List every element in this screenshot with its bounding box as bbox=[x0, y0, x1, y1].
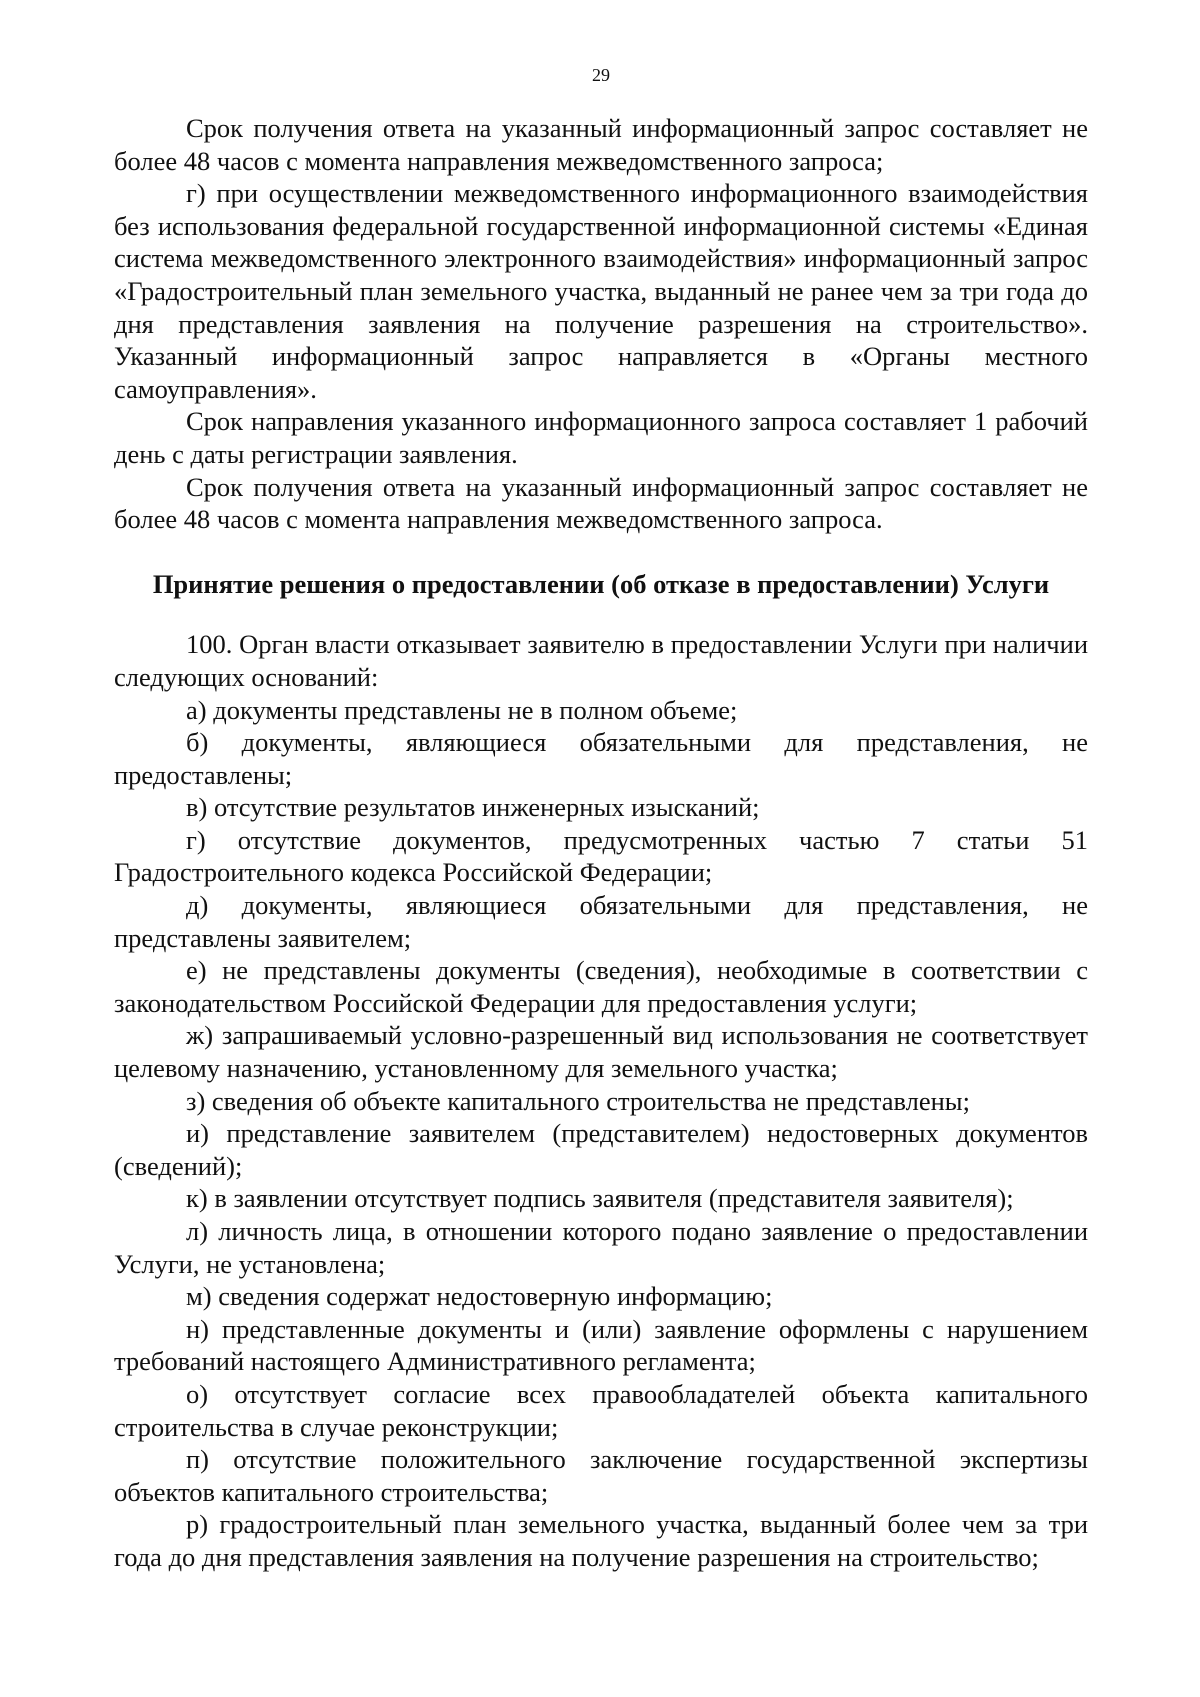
paragraph: Срок направления указанного информационного запроса составляет 1 рабочий день с даты регистрации заявления. bbox=[114, 406, 1088, 469]
list-item: е) не представлены документы (сведения), необходимые в соответствии с законодательством Российской Федерации для предоставления услуги; bbox=[114, 955, 1088, 1018]
list-item: к) в заявлении отсутствует подпись заявителя (представителя заявителя); bbox=[186, 1183, 1014, 1214]
list-item: в) отсутствие результатов инженерных изысканий; bbox=[186, 792, 760, 823]
page-number: 29 bbox=[592, 65, 610, 85]
list-item: м) сведения содержат недостоверную информацию; bbox=[186, 1281, 773, 1312]
list-item: о) отсутствует согласие всех правообладателей объекта капитального строительства в случае реконструкции; bbox=[114, 1378, 1088, 1442]
paragraph: 100. Орган власти отказывает заявителю в предоставлении Услуги при наличии следующих оснований: bbox=[114, 629, 1088, 692]
list-item: ж) запрашиваемый условно-разрешенный вид использования не соответствует целевому назначению, установленному для земельного участка; bbox=[114, 1020, 1088, 1084]
paragraph: Срок получения ответа на указанный информационный запрос составляет не более 48 часов с момента направления межведомственного запроса; bbox=[114, 113, 1088, 176]
list-item: г) отсутствие документов, предусмотренных частью 7 статьи 51 Градостроительного кодекса Российской Федерации; bbox=[114, 824, 1088, 888]
list-item: н) представленные документы и (или) заявление оформлены с нарушением требований настоящего Административного регламента; bbox=[114, 1313, 1088, 1377]
list-item: и) представление заявителем (представителем) недостоверных документов (сведений); bbox=[114, 1118, 1088, 1181]
list-item: л) личность лица, в отношении которого подано заявление о предоставлении Услуги, не установлена; bbox=[114, 1216, 1088, 1279]
paragraph: Срок получения ответа на указанный информационный запрос составляет не более 48 часов с момента направления межведомственного запроса. bbox=[114, 471, 1088, 535]
top-text-block bbox=[114, 112, 1088, 536]
section-heading: Принятие решения о предоставлении (об отказе в предоставлении) Услуги bbox=[152, 568, 1050, 599]
list-item: а) документы представлены не в полном объеме; bbox=[186, 694, 738, 725]
paragraph: г) при осуществлении межведомственного информационного взаимодействия без использования федеральной государственной информационной системы «Единая система межведомственного электронного взаимодействия» информационный запрос «Градостроительный план земельного участка, выданный не ранее чем за три года до дня представления заявления на получение разрешения на строительство». Указанный информационный запрос направляется в «Органы местного самоуправления». bbox=[114, 178, 1088, 404]
list-item: б) документы, являющиеся обязательными для представления, не предоставлены; bbox=[114, 727, 1088, 790]
list-item: з) сведения об объекте капитального строительства не представлены; bbox=[186, 1085, 970, 1116]
list-item: п) отсутствие положительного заключение государственной экспертизы объектов капитального строительства; bbox=[114, 1444, 1088, 1507]
grounds-list bbox=[114, 628, 1088, 1573]
list-item: д) документы, являющиеся обязательными для представления, не представлены заявителем; bbox=[114, 890, 1088, 953]
list-item: р) градостроительный план земельного участка, выданный более чем за три года до дня представления заявления на получение разрешения на строительство; bbox=[114, 1509, 1088, 1572]
